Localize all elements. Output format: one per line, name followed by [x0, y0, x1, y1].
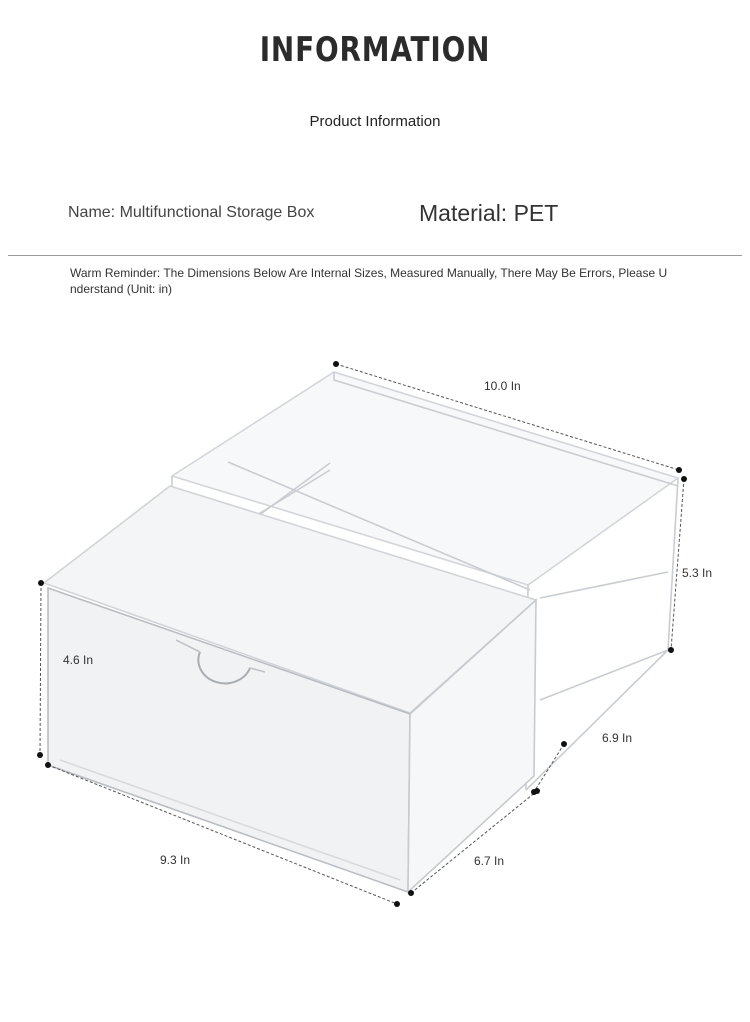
- dim-top-length: 10.0 In: [484, 379, 521, 393]
- dim-drawer-length: 9.3 In: [160, 853, 191, 867]
- section-subtitle: Product Information: [309, 113, 441, 130]
- dim-outer-depth: 6.9 In: [602, 731, 633, 745]
- dim-outer-height: 5.3 In: [682, 566, 713, 580]
- product-name-label: Name: Multifunctional Storage Box: [68, 204, 315, 221]
- dim-drawer-depth: 6.7 In: [474, 854, 505, 868]
- page-title: INFORMATION: [259, 30, 491, 70]
- warm-reminder-text: Warm Reminder: The Dimensions Below Are Internal Sizes, Measured Manually, There May Be Errors, Please Understand (Unit: in): [70, 266, 668, 296]
- material-label: Material: PET: [419, 200, 559, 226]
- dim-drawer-height: 4.6 In: [63, 653, 94, 667]
